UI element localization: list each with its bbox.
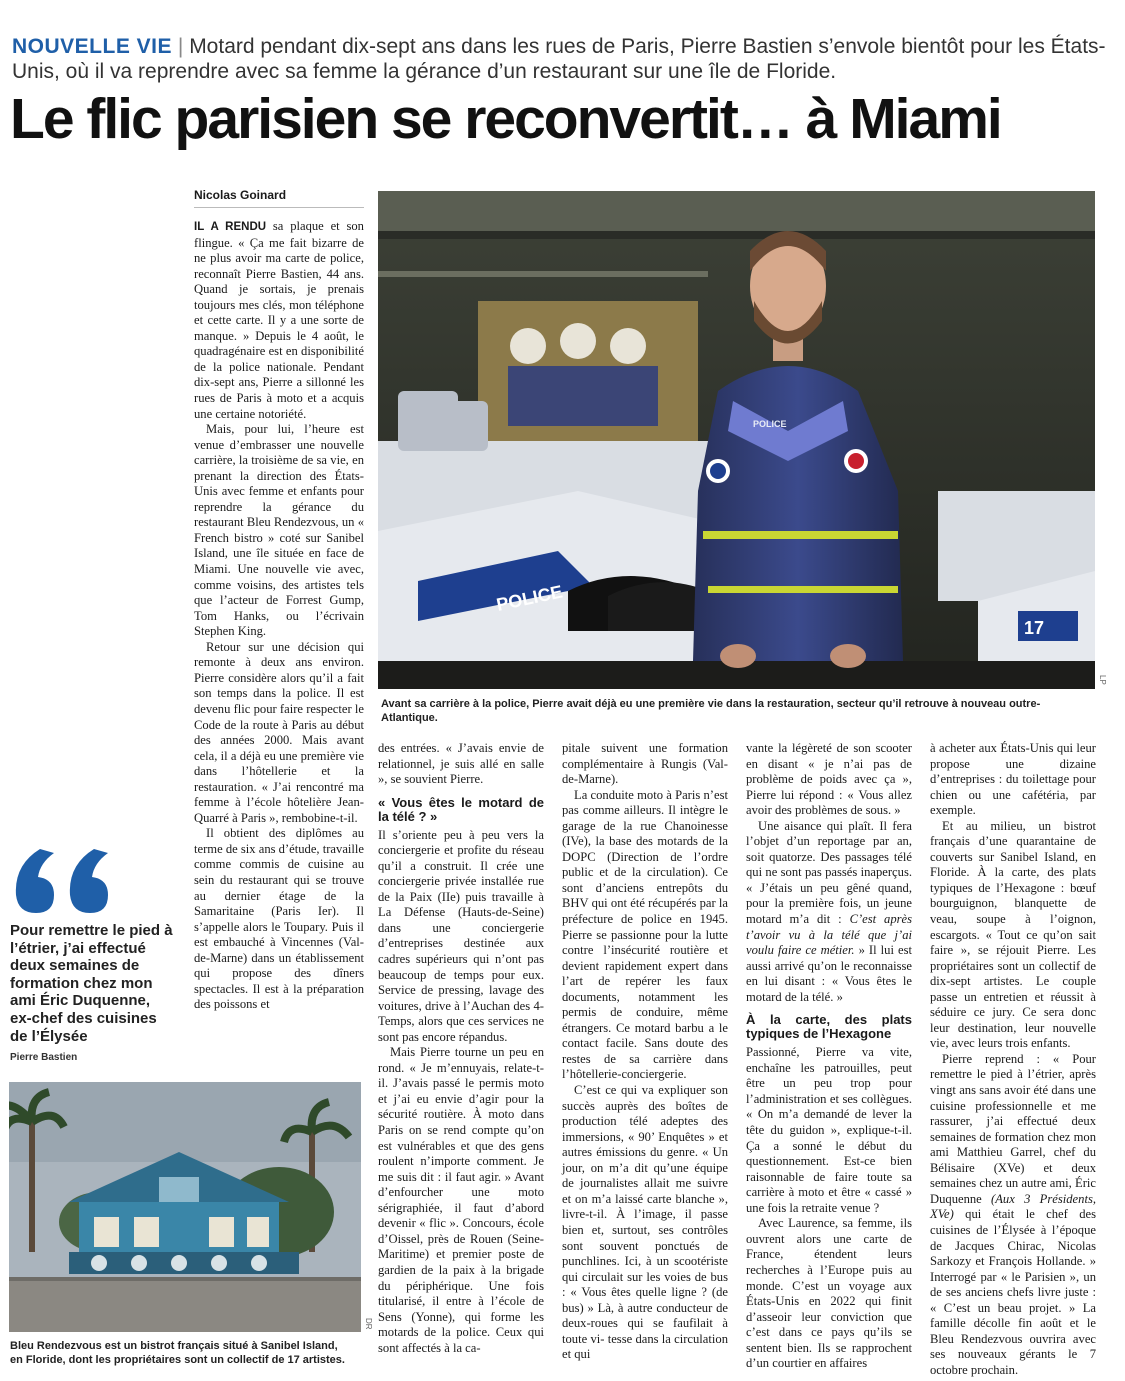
- paragraph: [930, 1052, 1096, 1378]
- paragraph-text: Une aisance qui plaît. Il fera l’objet d’un reportage par an, soit quatorze. Des passages télé qui ne sont pas passés inaperçus. « J’étais un peu gêné quand, pour la première fois, un jeune motard m’a dit :: [746, 818, 912, 927]
- subheading: « Vous êtes le motard de la télé ? »: [378, 794, 544, 824]
- paragraph: à acheter aux États-Unis qui leur propose une dizaine d’entreprises : du toilettage pour chien ou une cafétéria, par exemple.: [930, 741, 1096, 818]
- headline: Le flic parisien se reconvertit… à Miami: [10, 87, 1001, 151]
- main-photo-caption: Avant sa carrière à la police, Pierre avait déjà eu une première vie dans la restauration, secteur qu’il retrouve à nouveau outre-Atlantique.: [381, 698, 1041, 724]
- bistro-photo-credit: DR: [364, 1318, 373, 1330]
- paragraph: [194, 219, 364, 422]
- police-motorbikes-illustration: [378, 191, 1095, 689]
- quote-italic: C’est après t’avoir vu à la télé que j’ai voulu faire ce métier.: [746, 912, 913, 958]
- lead-in: IL A RENDU: [194, 221, 267, 233]
- paragraph: [746, 819, 912, 1006]
- bistro-photo-caption: Bleu Rendezvous est un bistrot français situé à Sanibel Island, en Floride, dont les propriétaires sont un collectif de 17 artistes.: [10, 1340, 345, 1366]
- paragraph: Il s’oriente peu à peu vers la conciergerie et profite du réseau qu’il a construit. Il crée une conciergerie privée installée rue de la Paix (IIe) puis travaille à La Défense (Hauts-de-Seine) dans une conciergerie d’entreprises destinée aux cadres supérieurs qui n’ont pas beaucoup de temps pour eux. Service de pressing, lavage des voitures, drive à l’Auchan des 4-Temps, alors que ces services ne sont pas encore répandus.: [378, 827, 544, 1044]
- article-column-4: [746, 741, 912, 1372]
- paragraph: Il obtient des diplômes au terme de six ans d’étude, travaille comme commis de cuisine au sein du restaurant qui se trouve au dernier étage de la Samaritaine (Paris Ier). Il s’appelle alors le Toupary. Puis il est embauché à Vincennes (Val-de-Marne) dans un établissement qui propose des dîners spectacles. Il est à la préparation des poissons et: [194, 826, 364, 1012]
- jacket-police-label: POLICE: [753, 419, 787, 429]
- article-column-3: [562, 741, 728, 1363]
- article-column-5: [930, 741, 1096, 1378]
- bistro-photo: [9, 1082, 361, 1332]
- paragraph-text: C’est ce qui va expliquer son succès auprès des boîtes de production télé adeptes des immersions, « 90’ Enquêtes » et autres émissions du genre. « Un jour, on m’a dit qu’une équipe de journalistes allait me suivre et on m’a laissé carte blanche », livre-t-il. À l’image, il passe bien et, surtout, ses contrôles sont souvent ponctués de punchlines. Ici, à un scootériste qui circulait sur les voies de bus : « Vous êtes quelle ligne ? (de bus) » Là, à autre conducteur de deux-roues qui se faufilait à toute vi-: [562, 1083, 728, 1346]
- paragraph: Mais Pierre tourne un peu en rond. « Je m’ennuyais, relate-t-il. J’avais passé le permis moto et j’ai eu envie d’agir pour la sécurité routière. À moto dans Paris on se rend compte qu’on est vulnérables et que des gens roulent n’importe comment. Je me suis dit : il faut agir. » Avant d’enfourcher une moto sérigraphiée, il faut d’abord devenir « flic ». Concours, école d’Oissel, près de Rouen (Seine-Maritime) et premier poste de gardien de la paix à la brigade du périphérique. Une fois titularisé, il entre à l’école de Sens (Yonne), qui forme les motards de la police. Ceux qui sont affectés à la ca-: [378, 1045, 544, 1355]
- subheading: À la carte, des plats typiques de l’Hexagone: [746, 1012, 912, 1042]
- paragraph-text: » Il lui est aussi arrivé qu’on le reconnaisse en lui disant : « Vous êtes le motard de la télé. »: [746, 943, 912, 1004]
- article-column-2: [378, 741, 544, 1356]
- paragraph: La conduite moto à Paris n’est pas comme ailleurs. Il intègre le garage de la rue Chanoinesse (IVe), la base des motards de la DOPC (Direction de l’ordre public et de la circulation). Ce sont d’anciens entrepôts du BHV qui ont été récupérés par la préfecture de police en 1945. Pierre se passionne pour la lutte contre l’insécurité routière et devient rapidement expert dans l’art de repérer les faux documents, notamment les permis de conduire, même étrangers. Ce motard barbu a le contact facile. Sans doute des restes de sa carrière dans l’hôtellerie-conciergerie.: [562, 787, 728, 1082]
- moto-police-label: POLICE: [494, 581, 565, 615]
- kicker: [12, 34, 1112, 84]
- paragraph-text: sa plaque et son flingue. « Ça me fait bizarre de ne plus avoir ma carte de police, reconnaît Pierre Bastien, 44 ans. Quand je sortais, je prenais toujours mes clés, mon téléphone et cette carte. Il y a une sorte de manque. » Depuis le 4 août, le quadragénaire est en disponibilité de la police nationale. Pendant dix-sept ans, Pierre a sillonné les rues de Paris à moto et a acquis une certaine notoriété.: [194, 219, 364, 421]
- paragraph: Passionné, Pierre va vite, enchaîne les patrouilles, peut être un peu trop pour l’administration et ses collègues. « On m’a demandé de lever la tête du guidon », explique-t-il. Ça a sonné le début du questionnement. Est-ce bien raisonnable de faire toute sa carrière à moto et être « cassé » une fois la retraite venue ?: [746, 1045, 912, 1215]
- paragraph: des entrées. « J’avais envie de relationnel, je suis allé en salle », se souvient Pierre.: [378, 741, 544, 787]
- quote-italic: (Aux 3 Présidents, XVe): [930, 1191, 1096, 1222]
- kicker-separator: |: [177, 35, 184, 58]
- kicker-text: Motard pendant dix-sept ans dans les rues de Paris, Pierre Bastien s’envole bientôt pour les États-Unis, où il va reprendre avec sa femme la gérance d’un restaurant sur une île de Floride.: [12, 35, 1106, 83]
- quote-mark-icon: [10, 845, 130, 915]
- moto-number: 17: [1024, 618, 1045, 638]
- paragraph-text: qui était le chef des cuisines de l’Élysée à l’époque de Jacques Chirac, Nicolas Sarkozy et François Hollande. » Interrogé par « le Parisien », un de ses anciens chefs livre juste : « C’est un beau projet. » La famille décolle fin août et le Bleu Rendezvous ouvrira avec ses nouveaux gérants le 7 octobre prochain.: [930, 1207, 1096, 1377]
- paragraph: [562, 1083, 728, 1363]
- paragraph: pitale suivent une formation complémentaire à Rungis (Val-de-Marne).: [562, 741, 728, 787]
- paragraph: Retour sur une décision qui remonte à deux ans environ. Pierre considère alors qu’il a fait son temps dans la police. Il est devenu flic pour faire respecter le Code de la route à Paris au début des années 2000. Mais avant cela, il a déjà eu une première vie dans l’hôtellerie et la restauration. « J’ai rencontré ma femme à l’école hôtelière Jean-Quarré à Paris », rembobine-t-il.: [194, 639, 364, 825]
- paragraph-text: Pierre reprend : « Pour remettre le pied à l’étrier, après vingt ans sans avoir été dans une cuisine professionnelle et me rassurer, j’ai effectué deux semaines de formation chez mon ami Matthieu Garrel, chef du Bélisaire (XVe) et deux semaines chez un autre ami, Éric Duquenne: [930, 1051, 1096, 1206]
- paragraph: Mais, pour lui, l’heure est venue d’embrasser une nouvelle carrière, la troisième de sa vie, en prenant la direction des États-Unis avec femme et enfants pour reprendre la gérance du restaurant Bleu Rendezvous, un « French bistro » coté sur Sanibel Island, une île située en face de Miami. Une nouvelle vie avec, comme voisins, des artistes tels que l’acteur de Forrest Gump, Tom Hanks, ou l’écrivain Stephen King.: [194, 422, 364, 639]
- pull-quote-author: Pierre Bastien: [10, 1052, 78, 1063]
- pull-quote: Pour remettre le pied à l’étrier, j’ai effectué deux semaines de formation chez mon ami Éric Duquenne, ex-chef des cuisines de l’Élysée: [10, 922, 173, 1045]
- section-tag: NOUVELLE VIE: [12, 35, 173, 58]
- bistro-building-illustration: [9, 1082, 361, 1332]
- paragraph-text: tesse dans la circulation et qui: [562, 1331, 728, 1362]
- article-column-1: [194, 219, 364, 1013]
- byline: Nicolas Goinard: [194, 188, 364, 208]
- paragraph: Avec Laurence, sa femme, ils ouvrent alors une carte de France, étendent leurs recherches à l’Europe puis au monde. C’est un voyage aux États-Unis en 2022 qui finit d’asseoir leur conviction que c’est dans ce pays qu’ils se sentent bien. Ils se rapprochent d’un courtier en affaires: [746, 1216, 912, 1371]
- paragraph: vante la légèreté de son scooter en disant « je n’ai pas de problème de poids avec ça », Pierre lui répond : « Vous allez avoir des problèmes de sous. »: [746, 741, 912, 818]
- photo-credit: LP: [1098, 675, 1107, 685]
- main-photo: [378, 191, 1095, 689]
- paragraph: Et au milieu, un bistrot français d’une quarantaine de couverts sur Sanibel Island, en Floride. À la carte, des plats typiques de l’Hexagone : bœuf bourguignon, blanquette de veau, soupe à l’oignon, escargots. « Tout ce qu’on sait faire », se réjouit Pierre. Les propriétaires sont un collectif de dix-sept artistes. Le couple passe un entretien et réussit à séduire ce jury. Ce sera donc leur destination, leur nouvelle vie, avec leurs trois enfants.: [930, 818, 1096, 1051]
